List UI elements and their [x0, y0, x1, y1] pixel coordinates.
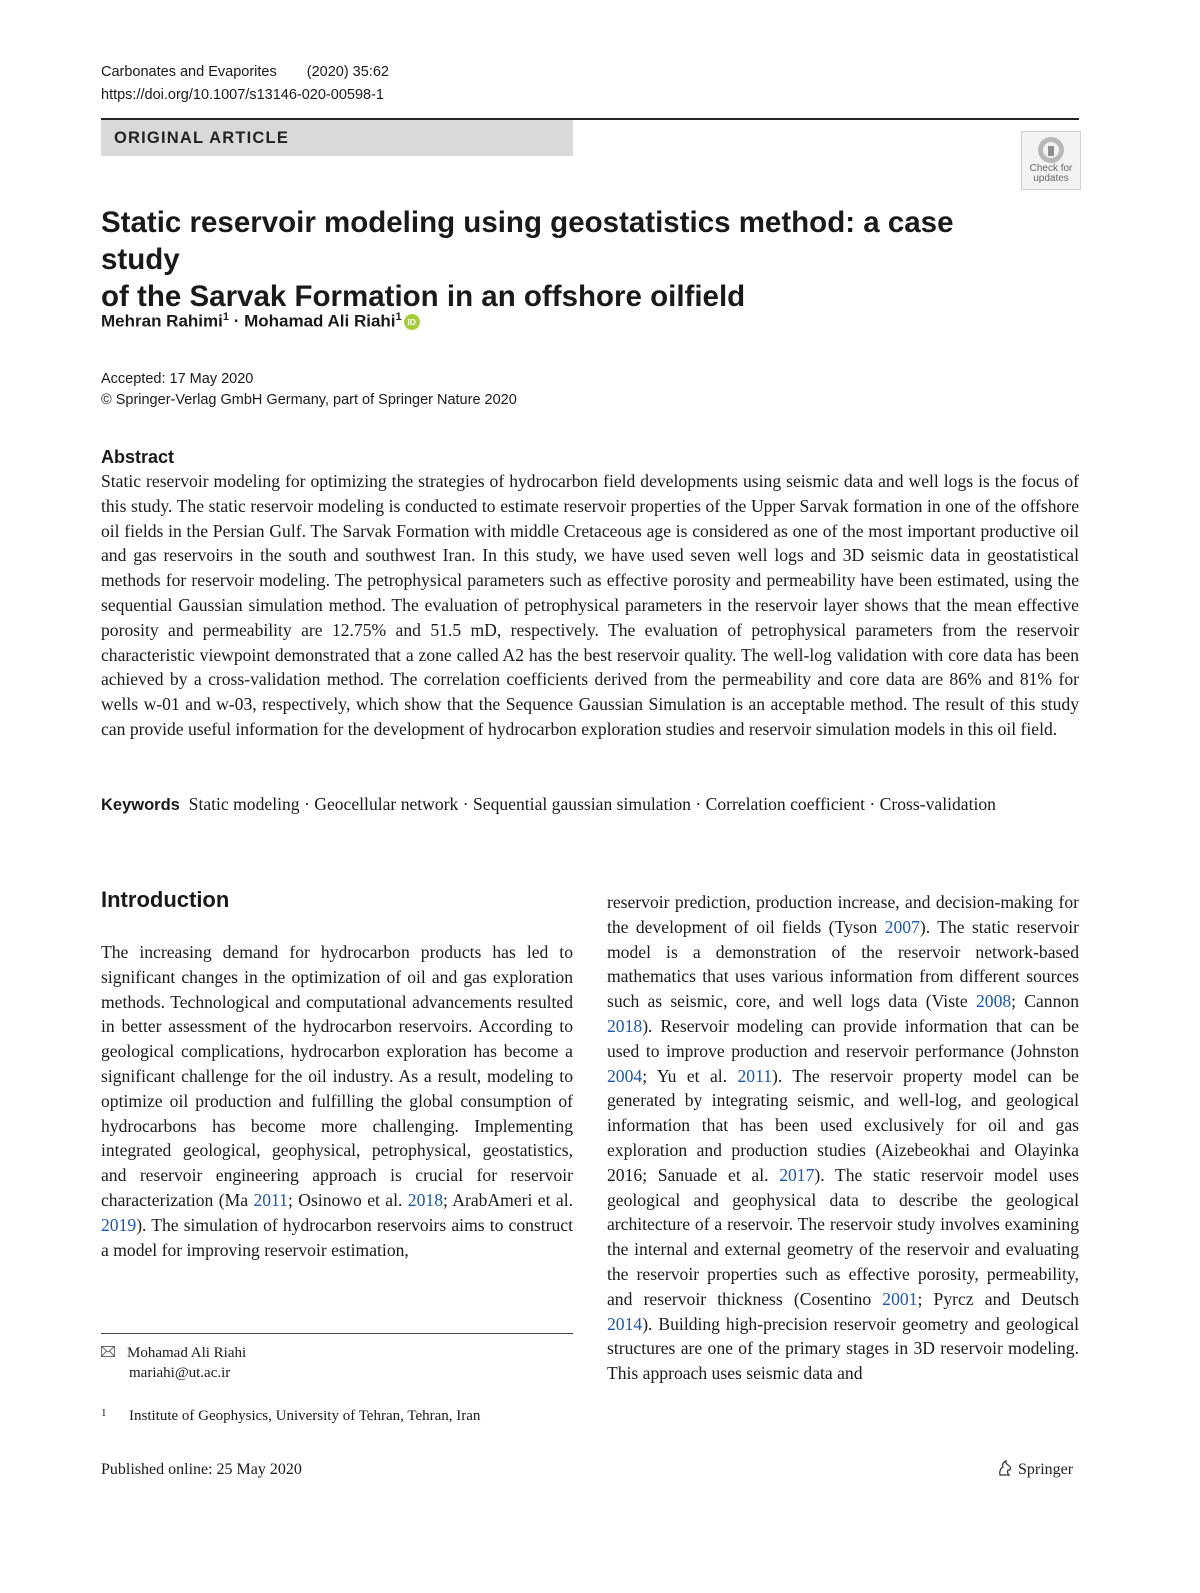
journal-info: [101, 64, 389, 80]
intro-left-text-3: ; ArabAmeri et al.: [442, 1189, 574, 1210]
intro-right-text-3: ; Cannon: [1011, 991, 1079, 1012]
intro-right-text-5: ; Yu et al.: [642, 1065, 738, 1086]
abstract-heading: Abstract: [101, 447, 175, 467]
author-1: Mehran Rahimi: [101, 311, 223, 331]
intro-right-text-7: ). The static reservoir model uses geological and geophysical data to describe the geological architecture of a reservoir. The reservoir study involves examining the internal and external geometry of the reservoir and evaluating the reservoir properties such as effective porosity, permeability, and reservoir thickness (Cosentino: [607, 1164, 1079, 1309]
publisher-name: Springer: [1018, 1461, 1074, 1478]
keywords-label: Keywords: [101, 796, 180, 814]
intro-left-text-4: ). The simulation of hydrocarbon reservoirs aims to construct a model for improving reservoir estimation,: [101, 1214, 573, 1260]
check-for-updates-badge[interactable]: [1021, 131, 1081, 190]
article-type-label: ORIGINAL ARTICLE: [114, 129, 290, 147]
keywords-list: Static modeling · Geocellular network · Sequential gaussian simulation · Correlation coefficient · Cross-validation: [188, 794, 996, 814]
affiliation-text: Institute of Geophysics, University of Tehran, Tehran, Iran: [129, 1408, 481, 1424]
introduction-right-column: [607, 890, 1079, 1386]
springer-horse-icon: [996, 1459, 1014, 1482]
accepted-date: Accepted: 17 May 2020: [101, 371, 254, 387]
corresponding-name: Mohamad Ali Riahi: [127, 1345, 247, 1361]
citation-link[interactable]: 2007: [884, 916, 920, 937]
citation-link[interactable]: 2011: [253, 1189, 288, 1210]
check-updates-line1: Check for: [1029, 163, 1073, 174]
author-2: Mohamad Ali Riahi: [244, 311, 396, 331]
citation-link[interactable]: 2017: [779, 1164, 815, 1185]
published-date: Published online: 25 May 2020: [101, 1461, 302, 1478]
intro-right-text-2: ). The static reservoir model is a demonstration of the reservoir network-based mathematics that uses various information from different sources such as seismic, core, and well logs data (Viste: [607, 916, 1079, 1012]
citation-link[interactable]: 2019: [101, 1214, 137, 1235]
intro-right-text-1: reservoir prediction, production increase, and decision-making for the development of oil fields (Tyson: [607, 892, 1079, 937]
envelope-icon: [101, 1343, 117, 1363]
author-2-affil: 1: [395, 311, 402, 323]
orcid-icon[interactable]: iD: [404, 314, 420, 330]
journal-volume: (2020) 35:62: [306, 64, 389, 80]
citation-link[interactable]: 2018: [607, 1015, 643, 1036]
intro-right-text-8: ; Pyrcz and Deutsch: [917, 1288, 1079, 1309]
citation-link[interactable]: 2018: [407, 1189, 443, 1210]
publisher-logo: [996, 1459, 1073, 1482]
introduction-heading: Introduction: [101, 887, 230, 912]
article-title: [101, 204, 1001, 315]
author-separator: ·: [228, 311, 245, 331]
title-line-1: Static reservoir modeling using geostatistics method: a case study: [101, 206, 954, 276]
abstract-text: Static reservoir modeling for optimizing the strategies of hydrocarbon field developments using seismic data and well logs is the focus of this study. The static reservoir modeling is conducted to estimate reservoir properties of the Upper Sarvak formation in one of the offshore oil fields in the Persian Gulf. The Sarvak Formation with middle Cretaceous age is considered as one of the most important productive oil and gas reservoirs in the south and southwest Iran. In this study, we have used seven well logs and 3D seismic data in geostatistical methods for reservoir modeling. The petrophysical parameters such as effective porosity and permeability have been estimated, using the sequential Gaussian simulation method. The evaluation of petrophysical parameters in the reservoir layer shows that the mean effective porosity and permeability are 12.75% and 51.5 mD, respectively. The evaluation of petrophysical parameters from the reservoir characteristic viewpoint demonstrated that a zone called A2 has the best reservoir quality. The well-log validation with core data has been achieved by a cross-validation method. The correlation coefficients derived from the permeability and core data are 86% and 81% for wells w-01 and w-03, respectively, which show that the Sequence Gaussian Simulation is an acceptable method. The result of this study can provide useful information for the development of hydrocarbon exploration studies and reservoir simulation models in this oil field.: [101, 471, 1079, 739]
footnote-rule: [101, 1333, 573, 1334]
corresponding-author: [101, 1343, 246, 1383]
intro-right-text-9: ). Building high-precision reservoir geometry and geological structures are one of the primary stages in 3D reservoir modeling. This approach uses seismic data and: [607, 1313, 1079, 1384]
journal-name: Carbonates and Evaporites: [101, 64, 277, 80]
author-list: [101, 311, 420, 332]
citation-link[interactable]: 2001: [882, 1288, 918, 1309]
author-1-affil: 1: [222, 311, 229, 323]
citation-link[interactable]: 2008: [975, 991, 1012, 1012]
introduction-left-column: [101, 940, 573, 1262]
corresponding-email[interactable]: mariahi@ut.ac.ir: [129, 1365, 231, 1381]
intro-right-text-4: ). Reservoir modeling can provide information that can be used to improve production and reservoir performance (Johnston: [607, 1015, 1079, 1061]
copyright-notice: © Springer-Verlag GmbH Germany, part of Springer Nature 2020: [101, 392, 517, 408]
title-line-2: of the Sarvak Formation in an offshore oilfield: [101, 280, 746, 313]
intro-right-text-6: ). The reservoir property model can be generated by integrating seismic, and well-log, and geological information that has been used exclusively for oil and gas exploration and production studies (Aizebeokhai and Olayinka 2016; Sanuade et al.: [607, 1065, 1079, 1185]
keywords: [101, 792, 1079, 818]
article-type-bar: [101, 120, 573, 156]
intro-left-text-2: ; Osinowo et al.: [287, 1189, 408, 1210]
affiliation-number: 1: [101, 1407, 107, 1419]
citation-link[interactable]: 2011: [737, 1065, 773, 1086]
citation-link[interactable]: 2014: [607, 1313, 643, 1334]
bookmark-icon: [1038, 137, 1064, 163]
affiliation: [101, 1403, 480, 1426]
intro-left-text-1: The increasing demand for hydrocarbon products has led to significant changes in the optimization of oil and gas exploration methods. Technological and computational advancements resulted in better assessment of the hydrocarbon reservoirs. According to geological complications, hydrocarbon exploration has become a significant challenge for the oil industry. As a result, modeling to optimize oil production and fulfilling the global consumption of hydrocarbons has become more challenging. Implementing integrated geological, geophysical, petrophysical, geostatistics, and reservoir engineering approach is crucial for reservoir characterization (Ma: [101, 942, 573, 1210]
citation-link[interactable]: 2004: [607, 1065, 643, 1086]
check-updates-line2: updates: [1033, 173, 1069, 184]
doi-link[interactable]: https://doi.org/10.1007/s13146-020-00598-1: [101, 87, 384, 103]
